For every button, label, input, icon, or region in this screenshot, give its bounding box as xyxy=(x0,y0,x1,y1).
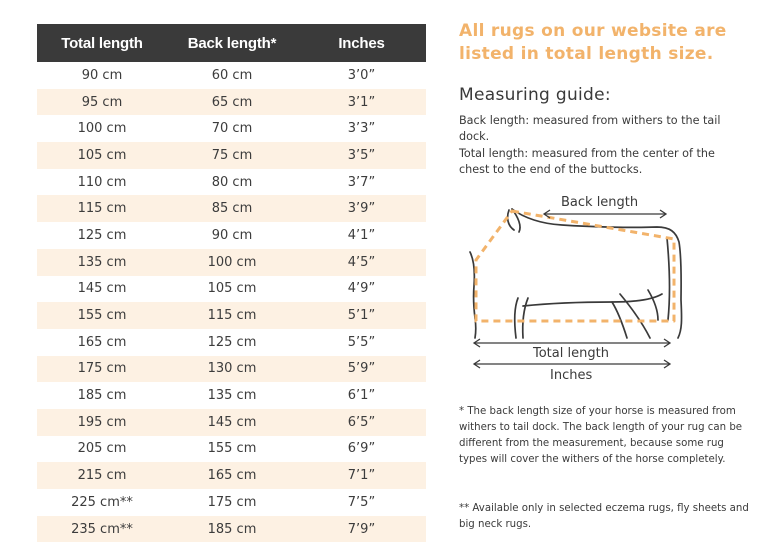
table-row xyxy=(37,62,426,89)
table-row xyxy=(37,516,426,543)
total-length-cell: 225 cm** xyxy=(71,494,133,510)
back-length-cell: 90 cm xyxy=(211,227,253,243)
inches-cell: 4’9” xyxy=(347,281,376,297)
back-length-cell: 85 cm xyxy=(167,195,297,222)
total-length-label: Total length xyxy=(533,346,609,361)
total-length-cell: 235 cm** xyxy=(37,516,167,543)
back-length-cell: 125 cm xyxy=(207,334,257,350)
back-length-cell: 70 cm xyxy=(211,121,253,137)
back-length-cell: 65 cm xyxy=(167,89,297,116)
total-length-cell: 100 cm xyxy=(77,121,127,137)
total-length-cell: 165 cm xyxy=(77,334,127,350)
inches-cell: 7’5” xyxy=(347,494,376,510)
total-length-cell: 95 cm xyxy=(37,89,167,116)
back-length-cell: 105 cm xyxy=(207,281,257,297)
back-length-cell: 145 cm xyxy=(167,409,297,436)
back-length-cell: 165 cm xyxy=(167,462,297,489)
size-table-body xyxy=(37,62,426,542)
horse-illustration xyxy=(470,209,682,338)
inches-label: Inches xyxy=(550,368,593,383)
total-length-cell: 135 cm xyxy=(37,249,167,276)
total-length-cell: 185 cm xyxy=(77,388,127,404)
availability-footnote: ** Available only in selected eczema rugs, fly sheets and big neck rugs. xyxy=(459,503,749,530)
size-chart-table xyxy=(37,24,426,542)
total-length-notice: All rugs on our website are listed in total length size. xyxy=(459,21,727,64)
back-length-footnote: * The back length size of your horse is measured from withers to tail dock. The back length of your rug can be different from the measurement, because some rug types will cover the withers of the horse completely. xyxy=(459,406,743,465)
table-row xyxy=(37,409,426,436)
total-length-definition: Total length: measured from the center of the chest to the end of the buttocks. xyxy=(459,146,715,176)
inches-header: Inches xyxy=(297,24,426,62)
back-length-arrow xyxy=(544,210,666,218)
total-length-cell: 90 cm xyxy=(81,67,123,83)
back-length-definition: Back length: measured from withers to the tail dock. xyxy=(459,114,721,144)
inches-cell: 3’9” xyxy=(297,195,426,222)
total-length-cell: 215 cm xyxy=(37,462,167,489)
inches-cell: 3’7” xyxy=(347,174,376,190)
measuring-guide-text xyxy=(459,113,739,178)
back-length-cell: 80 cm xyxy=(211,174,253,190)
total-length-cell: 155 cm xyxy=(37,302,167,329)
back-length-cell: 100 cm xyxy=(167,249,297,276)
inches-cell: 3’0” xyxy=(347,67,376,83)
back-length-cell: 130 cm xyxy=(167,356,297,383)
table-row xyxy=(37,115,426,142)
total-length-cell: 205 cm xyxy=(77,441,127,457)
table-row xyxy=(37,382,426,409)
back-length-cell: 75 cm xyxy=(167,142,297,169)
table-row xyxy=(37,169,426,196)
inches-cell: 7’9” xyxy=(297,516,426,543)
total-length-cell: 115 cm xyxy=(37,195,167,222)
table-row xyxy=(37,195,426,222)
inches-arrow xyxy=(474,360,670,368)
table-row xyxy=(37,249,426,276)
table-row xyxy=(37,276,426,303)
table-header-row xyxy=(37,24,426,62)
table-row xyxy=(37,436,426,463)
table-row xyxy=(37,489,426,516)
inches-cell: 3’5” xyxy=(297,142,426,169)
inches-cell: 3’3” xyxy=(347,121,376,137)
inches-cell: 4’1” xyxy=(347,227,376,243)
horse-measuring-diagram xyxy=(462,190,694,390)
table-row xyxy=(37,462,426,489)
total-length-cell: 175 cm xyxy=(37,356,167,383)
table-row xyxy=(37,329,426,356)
inches-cell: 4’5” xyxy=(297,249,426,276)
total-length-header: Total length xyxy=(37,24,167,62)
table-row xyxy=(37,302,426,329)
table-row xyxy=(37,356,426,383)
total-length-cell: 110 cm xyxy=(77,174,127,190)
back-length-cell: 60 cm xyxy=(211,67,253,83)
total-length-cell: 105 cm xyxy=(37,142,167,169)
inches-cell: 6’1” xyxy=(347,388,376,404)
back-length-label: Back length xyxy=(561,195,639,210)
measuring-guide-title: Measuring guide: xyxy=(459,85,611,105)
back-length-cell: 155 cm xyxy=(207,441,257,457)
inches-cell: 5’9” xyxy=(297,356,426,383)
inches-cell: 5’1” xyxy=(297,302,426,329)
table-row xyxy=(37,142,426,169)
back-length-cell: 185 cm xyxy=(167,516,297,543)
back-length-cell: 135 cm xyxy=(207,388,257,404)
table-row xyxy=(37,89,426,116)
inches-cell: 3’1” xyxy=(297,89,426,116)
back-length-cell: 115 cm xyxy=(167,302,297,329)
back-length-header: Back length* xyxy=(167,24,297,62)
total-length-cell: 145 cm xyxy=(77,281,127,297)
table-row xyxy=(37,222,426,249)
inches-cell: 6’5” xyxy=(297,409,426,436)
total-length-cell: 125 cm xyxy=(77,227,127,243)
back-length-cell: 175 cm xyxy=(207,494,257,510)
total-length-cell: 195 cm xyxy=(37,409,167,436)
inches-cell: 6’9” xyxy=(347,441,376,457)
inches-cell: 7’1” xyxy=(297,462,426,489)
inches-cell: 5’5” xyxy=(347,334,376,350)
